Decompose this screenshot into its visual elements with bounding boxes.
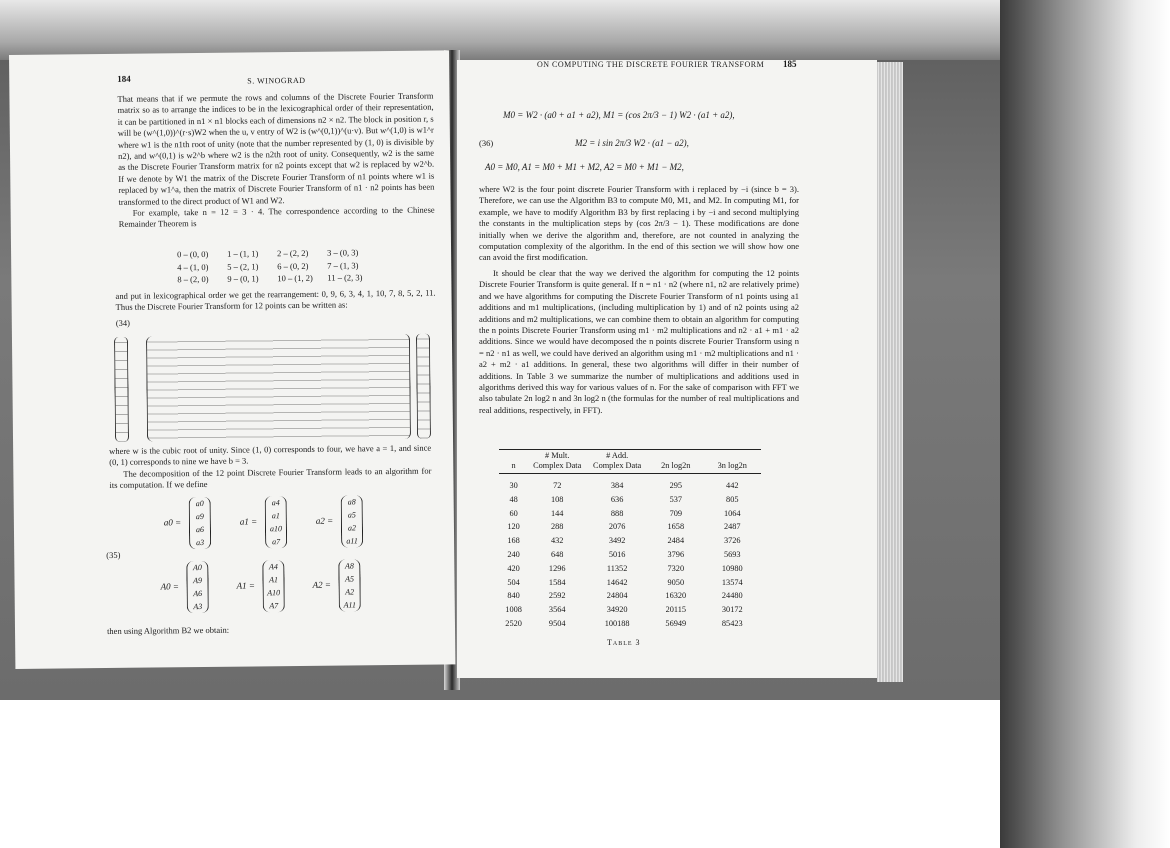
vector-A2-label: A2 =: [312, 579, 331, 590]
table-cell: 442: [726, 481, 739, 490]
page-edges: [877, 62, 903, 682]
equation-35-label: (35): [106, 549, 121, 561]
table-cell: 504: [507, 577, 520, 587]
right-page: [457, 60, 877, 678]
table-cell: 85423: [721, 618, 743, 628]
matrix-input-vector: [416, 334, 431, 439]
crt-row: 0 – (0, 0) 1 – (1, 1) 2 – (2, 2) 3 – (0, 3): [177, 247, 359, 260]
vector-A0: A0 A9 A6 A3: [186, 561, 209, 613]
table-cell: 648: [550, 549, 564, 559]
equation-36-line-2: M2 = i sin 2π/3 W2 · (a1 − a2),: [575, 138, 689, 148]
header-2nlog: 2n log2n: [648, 450, 704, 474]
table-cell: 108: [550, 494, 564, 504]
table-row: [499, 562, 761, 576]
table-row: [499, 548, 761, 562]
running-head: ON COMPUTING THE DISCRETE FOURIER TRANSFORM: [537, 60, 765, 69]
table-cell: 5016: [608, 549, 626, 559]
vector-a2: a8 a5 a2 a11: [341, 495, 364, 547]
table-cell: 3726: [723, 536, 741, 546]
table-cell: 3492: [608, 536, 626, 546]
table-cell: 1658: [667, 522, 685, 532]
table-cell: 2520: [505, 618, 522, 628]
table-cell: 9504: [548, 618, 566, 628]
table-cell: 100188: [604, 618, 630, 628]
crt-row: 8 – (2, 0) 9 – (0, 1) 10 – (1, 2) 11 – (2, 3): [177, 272, 363, 285]
table-caption: Table 3: [607, 638, 641, 647]
table-cell: 24480: [721, 591, 743, 601]
table-cell: 14642: [606, 577, 628, 587]
vector-A0-label: A0 =: [160, 581, 179, 592]
table-row: [499, 617, 761, 631]
vector-a1-label: a1 =: [239, 516, 258, 527]
table-cell: 16320: [665, 591, 687, 601]
vector-a2-label: a2 =: [315, 515, 334, 526]
table-cell: 60: [509, 508, 518, 518]
table-cell: 537: [669, 494, 683, 504]
vector-a0-label: a0 =: [163, 517, 182, 528]
vector-a1: a4 a1 a10 a7: [265, 496, 288, 548]
running-head: S. WINOGRAD: [247, 75, 306, 86]
header-3nlog: 3n log2n: [704, 450, 761, 474]
table-row: [499, 520, 761, 534]
table-3: [499, 449, 761, 631]
table-body: [499, 474, 761, 631]
table-cell: 2484: [667, 536, 685, 546]
table-cell: 72: [553, 481, 562, 490]
table-row: [499, 474, 761, 493]
table-cell: 2487: [723, 522, 741, 532]
table-row: [499, 603, 761, 617]
page-number: 185: [783, 60, 797, 69]
equation-36-line-1: M0 = W2 · (a0 + a1 + a2), M1 = (cos 2π/3 − 1) W2 · (a1 + a2),: [503, 110, 735, 120]
header-n: n: [499, 450, 528, 474]
table-cell: 709: [669, 508, 683, 518]
table-cell: 30172: [721, 605, 743, 615]
table-cell: 1296: [548, 563, 566, 573]
crt-correspondence: [177, 247, 377, 287]
table-cell: 384: [610, 481, 624, 490]
table-cell: 2076: [608, 522, 626, 532]
table-cell: 48: [509, 494, 518, 504]
table-cell: 295: [669, 481, 683, 490]
page-number: 184: [117, 73, 131, 84]
header-mult: # Mult. Complex Data: [528, 450, 586, 474]
table-cell: 30: [509, 481, 518, 490]
scan-right-edge: [1000, 0, 1170, 848]
table-cell: 120: [507, 522, 520, 532]
left-page: [9, 50, 455, 669]
vector-A2: A8 A5 A2 A11: [338, 559, 361, 611]
table-cell: 1008: [505, 605, 522, 615]
paragraph-4: where w is the cubic root of unity. Since (1, 0) corresponds to four, we have a = 1, and since (0, 1) corresponds to nine we have b = 3. The decomposition of the 12 point Discrete Fourier Transform leads to an algorithm for its computation. If we define: [109, 442, 432, 491]
table-cell: 240: [507, 549, 520, 559]
matrix-output-vector: [114, 337, 129, 442]
scan-top-edge: [0, 0, 1170, 60]
paragraph-2: It should be clear that the way we derived the algorithm for computing the 12 points Discrete Fourier Transform is quite general. If n = n1 · n2 (where n1, n2 are relatively prime) and we have algorithms for computing the Discrete Fourier Transform of n1 points using a1 additions and m1 multiplications, (including multiplication by 1) and of n2 points using a2 additions and m2 multiplications, we can combine them to obtain an algorithm for computing the n points Discrete Fourier Transform using m1 · m2 multiplications and n2 · a1 + m1 · a2 additions. Since we would have decomposed the n points discrete Fourier Transform using n = n2 · n1 as well, we could have derived an algorithm using m1 · m2 multiplications and n1 · a2 + m2 · a1 additions. In general, these two algorithms will differ in their number of additions. In Table 3 we summarize the number of multiplications and additions used in algorithms derived this way for various values of n. For the sake of comparison with FFT we also tabulate 2n log2 n and 3n log2 n (the formulas for the number of real multiplications and real additions, respectively, in FFT).: [479, 268, 799, 415]
table-cell: 3564: [548, 605, 566, 615]
vector-a0: a0 a9 a6 a3: [189, 497, 212, 549]
table-row: [499, 576, 761, 590]
table-cell: 2592: [548, 591, 566, 601]
equation-36-label: (36): [479, 138, 494, 148]
table-cell: 840: [507, 591, 520, 601]
table-cell: 20115: [665, 605, 687, 615]
table-cell: 11352: [606, 563, 628, 573]
table-row: [499, 507, 761, 521]
table-header-row: [499, 450, 761, 474]
table-cell: 288: [550, 522, 564, 532]
table-cell: 34920: [606, 605, 628, 615]
table-cell: 144: [550, 508, 564, 518]
table-cell: 7320: [667, 563, 685, 573]
table-cell: 56949: [665, 618, 687, 628]
equation-34-label: (34): [115, 317, 131, 328]
table-cell: 805: [726, 494, 739, 504]
crt-row: 4 – (1, 0) 5 – (2, 1) 6 – (0, 2) 7 – (1, 3): [177, 259, 359, 272]
table-cell: 10980: [721, 563, 743, 573]
table-cell: 5693: [723, 549, 741, 559]
vector-A1-label: A1 =: [236, 580, 255, 591]
table-cell: 636: [610, 494, 624, 504]
dft-12-matrix: [146, 334, 411, 442]
table-cell: 420: [507, 563, 520, 573]
table-cell: 3796: [667, 549, 685, 559]
header-add: # Add. Complex Data: [586, 450, 648, 474]
table-row: [499, 589, 761, 603]
equation-36-line-3: A0 = M0, A1 = M0 + M1 + M2, A2 = M0 + M1 − M2,: [485, 162, 684, 172]
closing-line: then using Algorithm B2 we obtain:: [106, 624, 230, 637]
table-row: [499, 493, 761, 507]
table-cell: 13574: [721, 577, 743, 587]
table-cell: 888: [610, 508, 624, 518]
paragraph-3: and put in lexicographical order we get the rearrangement: 0, 9, 6, 3, 4, 1, 10, 7, 8, 5, 2, 11. Thus the Discrete Fourier Transform for 12 points can be written as:: [115, 287, 436, 313]
table-cell: 432: [550, 536, 564, 546]
table-cell: 1064: [723, 508, 741, 518]
table-row: [499, 534, 761, 548]
table-cell: 168: [507, 536, 520, 546]
table-cell: 1584: [548, 577, 566, 587]
vector-A1: A4 A1 A10 A7: [262, 560, 285, 612]
table-cell: 24804: [606, 591, 628, 601]
paragraph-1: That means that if we permute the rows and columns of the Discrete Fourier Transform matrix so as to arrange the indices to be in the lexicographical order of their representation, it can be partitioned in n1 × n1 blocks each of dimensions n2 × n2. The block in position r, s will be (w^(1,0))^(r·s)W2 when the u, v entry of W2 is (w^(0,1))^(u·v). But w^(1,0) is w1^r where w1 is the n1th root of unity (note that the number represented by (1, 0) is divisible by n2), and w^(0,1) is w2^b where w2 is the n2th root of unity. Consequently, w2 is the same as the Discrete Fourier Transform matrix for n2 points except that w2 is replaced by w2^b. If we denote by W1 the matrix of the Discrete Fourier Transform of n1 points where w1 is replaced by w1^a, then the matrix of Discrete Fourier Transform of n1 · n2 points has been transformed to the direct product of W1 and W2. For example, take n = 12 = 3 · 4. The correspondence according to the Chinese Remainder Theorem is: [117, 90, 435, 230]
paragraph-1: where W2 is the four point discrete Fourier Transform with i replaced by −i (since b = 3). Therefore, we can use the Algorithm B3 to compute M0, M1, and M2. In computing M1, for example, we have to modify Algorithm B3 by first replacing i by −i and second multiplying the constants in the multiplication steps by (cos 2π/3 − 1). These modifications are done initially when we derive the algorithm and, therefore, are not counted in analyzing the computation complexity of the algorithm. In the end of this section we will show how one can avoid the first modification.: [479, 184, 799, 263]
table-cell: 9050: [667, 577, 685, 587]
